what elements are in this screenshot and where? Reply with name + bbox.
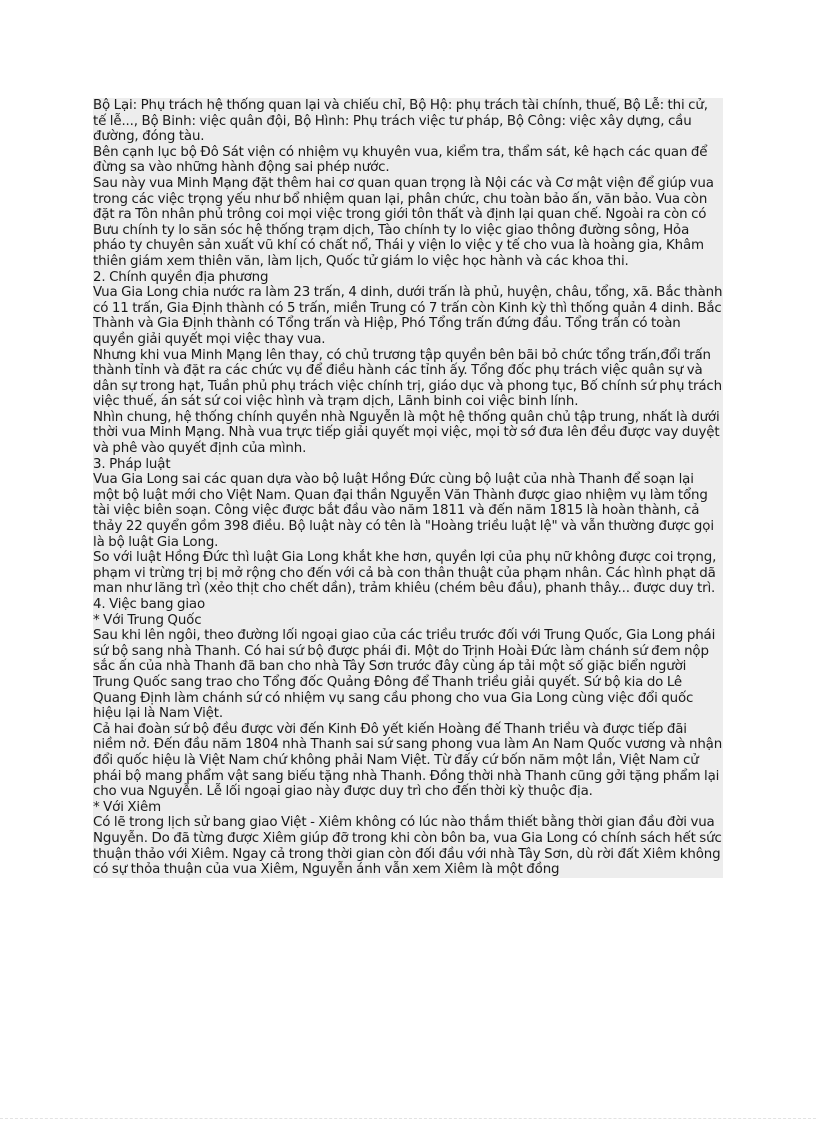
paragraph-gia-long-chia-nuoc: Vua Gia Long chia nước ra làm 23 trấn, 4 dinh, dưới trấn là phủ, huyện, châu, tổng, xã. Bắc thành có 11 trấn, Gia Định thành có 5 trấn, miền Trung có 7 trấn còn Kinh kỳ thì thống quản 4 dinh. Bắc Thành và Gia Định thành có Tổng trấn và Hiệp, Phó Tổng trấn đứng đầu. Tổng trấn có toàn quyền giải quyết mọi việc thay vua. [93,285,723,347]
heading-phap-luat: 3. Pháp luật [93,456,171,472]
document-body [93,98,723,878]
paragraph-su-bo-nha-thanh: Sau khi lên ngôi, theo đường lối ngoại giao của các triều trước đối với Trung Quốc, Gia Long phái sứ bộ sang nhà Thanh. Có hai sứ bộ được phái đi. Một do Trịnh Hoài Đức làm chánh sứ đem nộp sắc ấn của nhà Thanh đã ban cho nhà Tây Sơn trước đây cùng áp tải một số giặc biển người Trung Quốc sang trao cho Tổng đốc Quảng Đông để Thanh triều giải quyết. Sứ bộ kia do Lê Quang Định làm chánh sứ có nhiệm vụ sang cầu phong cho vua Gia Long cùng việc đổi quốc hiệu lại là Nam Việt. [93,628,716,722]
paragraph-bang-giao-viet-xiem: Có lẽ trong lịch sử bang giao Việt - Xiêm không có lúc nào thắm thiết bằng thời gian đầu đời vua Nguyễn. Do đã từng được Xiêm giúp đỡ trong khi còn bôn ba, vua Gia Long có chính sách hết sức thuận thảo với Xiêm. Ngay cả trong thời gian còn đối đầu với nhà Tây Sơn, dù rời đất Xiêm không có sự thỏa thuận của vua Xiêm, Nguyễn ánh vẫn xem Xiêm là một đồng [93,815,722,878]
paragraph-so-voi-luat-hong-duc: So với luật Hồng Đức thì luật Gia Long khắt khe hơn, quyền lợi của phụ nữ không được coi trọng, phạm vi trừng trị bị mở rộng cho đến với cả bà con thân thuật của phạm nhân. Các hình phạt dã man như lăng trì (xẻo thịt cho chết dần), trảm khiêu (chém bêu đầu), phanh thây... được duy trì. [93,550,717,597]
paragraph-nhin-chung: Nhìn chung, hệ thống chính quyền nhà Nguyễn là một hệ thống quân chủ tập trung, nhất là dưới thời vua Minh Mạng. Nhà vua trực tiếp giải quyết mọi việc, mọi tờ sớ đưa lên đều được vay duyệt và phê vào quyết định của mình. [93,409,720,457]
paragraph-ca-hai-doan-su-bo: Cả hai đoàn sứ bộ đều được vời đến Kinh Đô yết kiến Hoàng đế Thanh triều và được tiếp đãi niềm nở. Đến đầu năm 1804 nhà Thanh sai sứ sang phong vua làm An Nam Quốc vương và nhận đổi quốc hiệu là Việt Nam chứ không phải Nam Việt. Từ đấy cứ bốn năm một lần, Việt Nam cử phái bộ mang phẩm vật sang biếu tặng nhà Thanh. Đồng thời nhà Thanh cũng gởi tặng phẩm lại cho vua Nguyễn. Lễ lối ngoại giao này được duy trì cho đến thời kỳ thuộc địa. [93,721,723,800]
subheading-voi-xiem: * Với Xiêm [93,799,161,815]
paragraph-noi-cac: Sau này vua Minh Mạng đặt thêm hai cơ quan quan trọng là Nội các và Cơ mật viện để giúp vua trong các việc trọng yếu như bổ nhiệm quan lại, phân chức, chu toàn bảo ấn, văn bảo. Vua còn đặt ra Tôn nhân phủ trông coi mọi việc trong giới tôn thất và định lại quan chế. Ngoài ra còn có Bưu chính ty lo săn sóc hệ thống trạm dịch, Tào chính ty lo việc giao thông đường sông, Hỏa pháo ty chuyên sản xuất vũ khí có chất nổ, Thái y viện lo việc y tế cho vua là hoàng gia, Khâm thiên giám xem thiên văn, làm lịch, Quốc tử giám lo việc học hành và các khoa thi. [93,175,714,269]
paragraph-do-sat-vien: Bên cạnh lục bộ Đô Sát viện có nhiệm vụ khuyên vua, kiểm tra, thẩm sát, kê hạch các quan để đừng sa vào những hành động sai phép nước. [93,144,708,176]
paragraph-bo-luat-gia-long: Vua Gia Long sai các quan dựa vào bộ luật Hồng Đức cùng bộ luật của nhà Thanh để soạn lại một bộ luật mới cho Việt Nam. Quan đại thần Nguyễn Văn Thành được giao nhiệm vụ làm tổng tài việc biên soạn. Công việc được bắt đầu vào năm 1811 và đến năm 1815 là hoàn thành, cả thảy 22 quyển gồm 398 điều. Bộ luật này có tên là "Hoàng triều luật lệ" và vẫn thường được gọi là bộ luật Gia Long. [93,472,714,550]
heading-viec-bang-giao: 4. Việc bang giao [93,597,205,612]
document-page [93,98,723,878]
paragraph-minh-mang-tap-quyen: Nhưng khi vua Minh Mạng lên thay, có chủ trương tập quyền bên bãi bỏ chức tổng trấn,đổi trấn thành tỉnh và đặt ra các chức vụ để điều hành các tỉnh ấy. Tổng đốc phụ trách việc quân sự và dân sự trong hạt, Tuần phủ phụ trách việc chính trị, giáo dục và phong tục, Bố chính sứ phụ trách việc thuế, án sát sứ coi việc hình và trạm dịch, Lãnh binh coi việc binh lính. [93,347,722,410]
page-bottom-divider [0,1118,816,1119]
subheading-voi-trung-quoc: * Với Trung Quốc [93,612,202,628]
paragraph-bo-lai: Bộ Lại: Phụ trách hệ thống quan lại và chiếu chỉ, Bộ Hộ: phụ trách tài chính, thuế, Bộ Lễ: thi cử, tế lễ..., Bộ Binh: việc quân đội, Bộ Hình: Phụ trách việc tư pháp, Bộ Công: việc xây dựng, cầu đường, đóng tàu. [93,98,708,145]
heading-chinh-quyen-dia-phuong: 2. Chính quyền địa phương [93,269,269,285]
